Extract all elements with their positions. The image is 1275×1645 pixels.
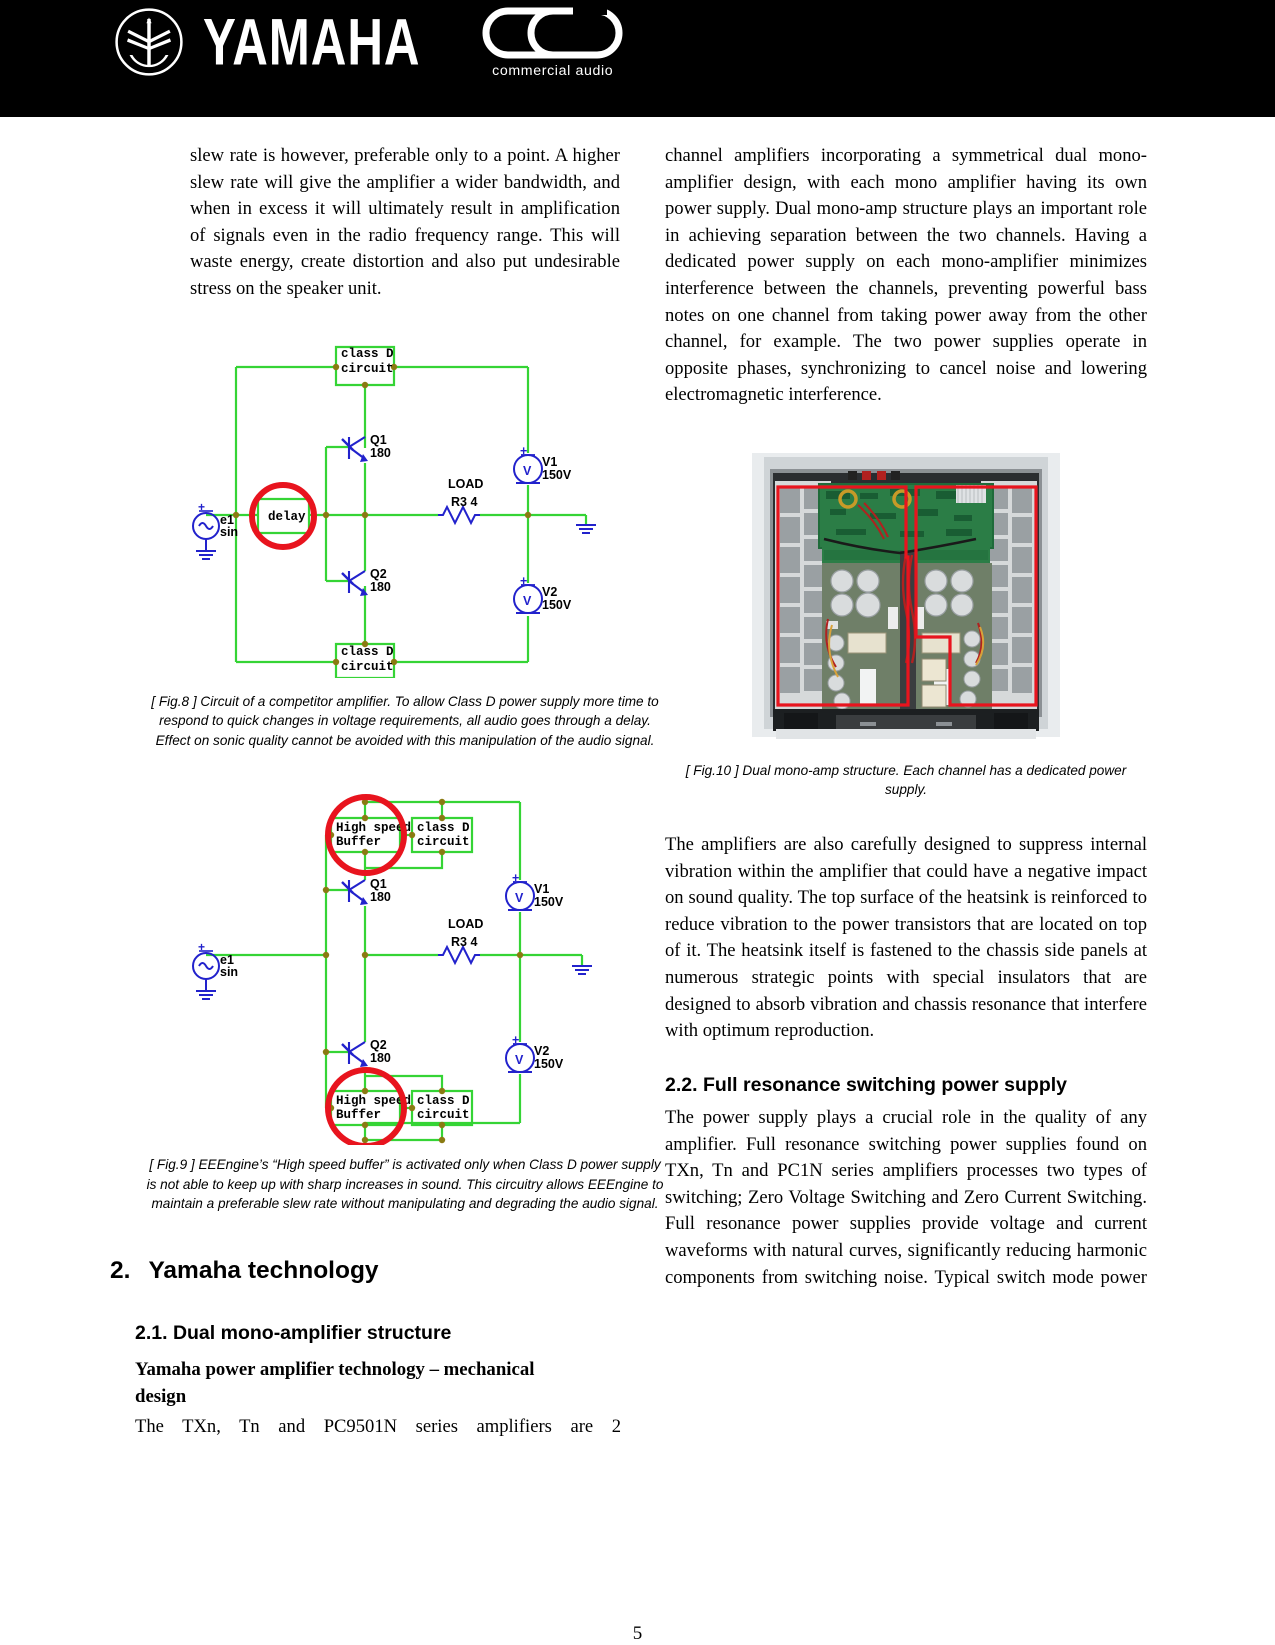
page-number: 5 [632, 1623, 643, 1644]
svg-text:+: + [520, 443, 528, 458]
commercial-audio-logo [477, 5, 629, 78]
svg-text:V2: V2 [542, 584, 558, 599]
figure-9-caption: [ Fig.9 ] EEEngine’s “High speed buffer” is activated only when Class D power supply is not able to keep up with sharp increases in sound. This circuitry allows EEEngine to maintain a preferable slew rate without manipulating and degrading the audio signal. [146, 1157, 664, 1212]
svg-text:150V: 150V [542, 467, 572, 482]
svg-text:LOAD: LOAD [448, 476, 484, 491]
svg-text:delay: delay [268, 509, 306, 524]
section-heading-2-1: 2.1. Dual mono-amplifier structure [135, 1321, 452, 1344]
figure-8-circuit-diagram [190, 333, 620, 678]
svg-text:+: + [512, 1033, 520, 1048]
page-header-band [0, 0, 1275, 117]
svg-text:circuit: circuit [417, 835, 470, 850]
svg-text:e1: e1 [220, 512, 234, 527]
svg-text:180: 180 [370, 890, 391, 905]
figure-8-caption: [ Fig.8 ] Circuit of a competitor amplifier. To allow Class D power supply more time to respond to quick changes in voltage requirements, all audio goes through a delay. Effect on sonic quality cannot be avoided with this manipulation of the audio signal. [151, 693, 659, 748]
svg-text:180: 180 [370, 445, 391, 460]
svg-text:+: + [198, 940, 206, 955]
svg-text:+: + [520, 573, 528, 588]
left-paragraph-1: slew rate is however, preferable only to a point. A higher slew rate will give the amplifier a wider bandwidth, and when in excess it will ultimately result in amplification of signals even in the radio frequency range. This will waste energy, create distortion and also put undesirable stress on the speaker unit. [190, 145, 620, 299]
svg-text:class D: class D [417, 1094, 470, 1109]
svg-text:V: V [515, 1053, 524, 1068]
section-2-title: Yamaha technology [148, 1256, 379, 1284]
brand-logo-row [113, 6, 629, 78]
svg-text:High speed: High speed [336, 821, 412, 836]
svg-text:circuit: circuit [341, 361, 394, 376]
figure-9-circuit-diagram [190, 780, 620, 1145]
figure-10-photo [740, 447, 1072, 743]
svg-text:class D: class D [341, 644, 394, 659]
svg-text:+: + [512, 871, 520, 886]
svg-text:sin: sin [220, 965, 239, 980]
svg-text:+: + [198, 499, 206, 514]
figure-10-caption: [ Fig.10 ] Dual mono-amp structure. Each channel has a dedicated power supply. [685, 762, 1127, 798]
section-heading-2 [110, 1256, 620, 1285]
right-paragraph-3: The power supply plays a crucial role in the quality of any amplifier. Full resonance switching power supplies found on TXn, Tn and PC1N series amplifiers processes two types of switching; Zero Voltage Switching and Zero Current Switching. Full resonance power supplies provide voltage and current waveforms with natural curves, significantly reducing harmonic components from switching noise. Typical switch mode power [665, 1107, 1147, 1288]
svg-text:V1: V1 [534, 882, 550, 897]
section-heading-2-2: 2.2. Full resonance switching power supply [665, 1073, 1068, 1096]
svg-text:V: V [515, 891, 524, 906]
svg-text:Buffer: Buffer [336, 1108, 382, 1123]
svg-text:circuit: circuit [341, 659, 394, 674]
svg-text:150V: 150V [542, 597, 572, 612]
left-column [110, 117, 664, 1441]
svg-text:180: 180 [370, 1051, 391, 1066]
svg-text:R3 4: R3 4 [451, 935, 478, 950]
svg-text:circuit: circuit [417, 1108, 470, 1123]
svg-text:R3 4: R3 4 [451, 494, 478, 509]
amplifier-interior-photo [740, 447, 1072, 743]
figure-9 [190, 780, 620, 1145]
svg-text:sin: sin [220, 524, 239, 539]
svg-text:class D: class D [417, 821, 470, 836]
svg-text:e1: e1 [220, 953, 234, 968]
svg-text:High speed: High speed [336, 1094, 412, 1109]
svg-text:Buffer: Buffer [336, 835, 382, 850]
svg-text:V2: V2 [534, 1044, 550, 1059]
svg-text:LOAD: LOAD [448, 917, 484, 932]
right-column [665, 117, 1147, 1291]
section-2-1-lead: Yamaha power amplifier technology – mechanical design [135, 1359, 535, 1407]
svg-text:class D: class D [341, 346, 394, 361]
yamaha-wordmark: YAMAHA [203, 5, 421, 79]
svg-text:150V: 150V [534, 895, 564, 910]
yamaha-tuning-fork-icon [113, 6, 185, 78]
svg-text:Q2: Q2 [370, 566, 387, 581]
svg-text:V: V [523, 463, 532, 478]
ca-mark-icon [477, 5, 629, 61]
svg-text:Q1: Q1 [370, 432, 387, 447]
svg-text:180: 180 [370, 579, 391, 594]
right-paragraph-1: channel amplifiers incorporating a symmetrical dual mono-amplifier design, with each mono amplifier having its own power supply. Dual mono-amp structure plays an important role in achieving separation between the two channels. Having a dedicated power supply on each mono-amplifier minimizes interference between the channels, preventing powerful bass notes on one channel from taking power away from the other channel, for example. The two power supplies operate in opposite phases, synchronizing to cancel noise and lowering electromagnetic interference. [665, 145, 1147, 406]
svg-text:Q2: Q2 [370, 1038, 387, 1053]
page-body [0, 117, 1275, 1644]
figure-8 [190, 333, 620, 678]
commercial-audio-label: commercial audio [492, 62, 614, 78]
section-2-number: 2. [110, 1256, 131, 1284]
svg-text:Q1: Q1 [370, 877, 387, 892]
right-paragraph-2: The amplifiers are also carefully designed to suppress internal vibration within the amplifier that could have a negative impact on sound quality. The top surface of the heatsink is reinforced to reduce vibration to the power transistors that are located on top of it. The heatsink itself is fastened to the chassis side panels at numerous strategic points with special insulators that are designed to absorb vibration and chassis resonance that interfere with optimum reproduction. [665, 833, 1147, 1042]
left-paragraph-2: The TXn, Tn and PC9501N series amplifiers are 2 [135, 1416, 621, 1438]
svg-text:V: V [523, 593, 532, 608]
svg-text:V1: V1 [542, 454, 558, 469]
svg-text:150V: 150V [534, 1057, 564, 1072]
